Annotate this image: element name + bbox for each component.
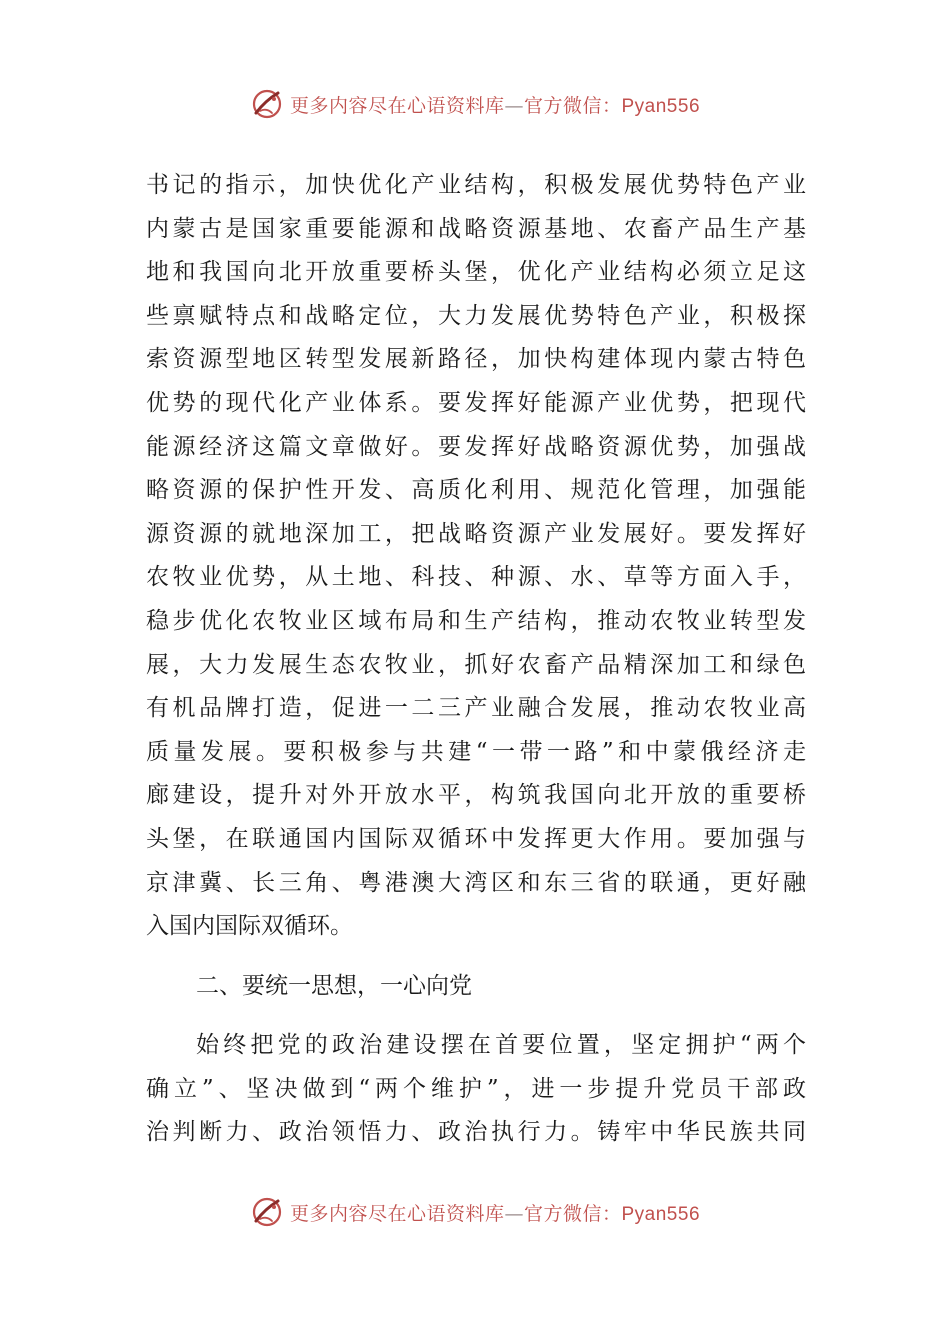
paragraph-1 [146, 164, 806, 949]
footer-banner-main-text: 更多内容尽在心语资料库 [289, 1202, 505, 1225]
text-line: 展，大力发展生态农牧业，抓好农畜产品精深加工和绿色 [146, 651, 806, 678]
text-line: 头堡，在联通国内国际双循环中发挥更大作用。要加强与 [146, 825, 806, 852]
text-line: 略资源的保护性开发、高质化利用、规范化管理，加强能 [146, 477, 806, 504]
text-line: 有机品牌打造，促进一二三产业融合发展，推动农牧业高 [146, 695, 806, 722]
text-line: 稳步优化农牧业区域布局和生产结构，推动农牧业转型发 [146, 607, 806, 634]
text-line: 农牧业优势，从土地、科技、种源、水、草等方面入手， [146, 564, 806, 591]
footer-banner-text [290, 1199, 700, 1226]
text-line: 地和我国向北开放重要桥头堡，优化产业结构必须立足这 [146, 259, 806, 286]
footer-banner-separator: — [504, 1202, 524, 1225]
text-line: 京津冀、长三角、粤港澳大湾区和东三省的联通，更好融 [146, 869, 806, 896]
section-heading-2: 二、要统一思想，一心向党 [196, 972, 472, 999]
text-line: 能源经济这篇文章做好。要发挥好战略资源优势，加强战 [146, 433, 806, 460]
header-banner-contact-label: 官方微信： [523, 94, 622, 117]
paragraph-2 [146, 1024, 806, 1155]
footer-banner [0, 1192, 950, 1232]
document-body [146, 164, 806, 1155]
text-line: 源资源的就地深加工，把战略资源产业发展好。要发挥好 [146, 520, 806, 547]
brush-logo-icon [250, 1195, 284, 1229]
text-line: 确立”、坚决做到“两个维护”，进一步提升党员干部政 [146, 1075, 806, 1102]
footer-banner-contact-label: 官方微信： [523, 1202, 622, 1225]
brush-logo-icon [250, 87, 284, 121]
text-line: 内蒙古是国家重要能源和战略资源基地、农畜产品生产基 [146, 215, 806, 242]
header-banner-main-text: 更多内容尽在心语资料库 [289, 94, 505, 117]
text-line: 些禀赋特点和战略定位，大力发展优势特色产业，积极探 [146, 302, 806, 329]
text-line: 入国内国际双循环。 [146, 913, 353, 940]
header-banner-separator: — [504, 94, 524, 117]
footer-banner-wechat-id: Pyan556 [621, 1203, 701, 1225]
text-line: 廊建设，提升对外开放水平，构筑我国向北开放的重要桥 [146, 782, 806, 809]
text-line: 始终把党的政治建设摆在首要位置，坚定拥护“两个 [196, 1032, 806, 1059]
header-banner [0, 84, 950, 124]
header-banner-wechat-id: Pyan556 [621, 95, 701, 117]
text-line: 质量发展。要积极参与共建“一带一路”和中蒙俄经济走 [146, 738, 806, 765]
text-line: 书记的指示，加快优化产业结构，积极发展优势特色产业 [146, 172, 806, 198]
text-line: 索资源型地区转型发展新路径，加快构建体现内蒙古特色 [146, 346, 806, 373]
text-line: 治判断力、政治领悟力、政治执行力。铸牢中华民族共同 [146, 1119, 806, 1146]
text-line: 优势的现代化产业体系。要发挥好能源产业优势，把现代 [146, 389, 806, 416]
header-banner-text [290, 91, 700, 118]
